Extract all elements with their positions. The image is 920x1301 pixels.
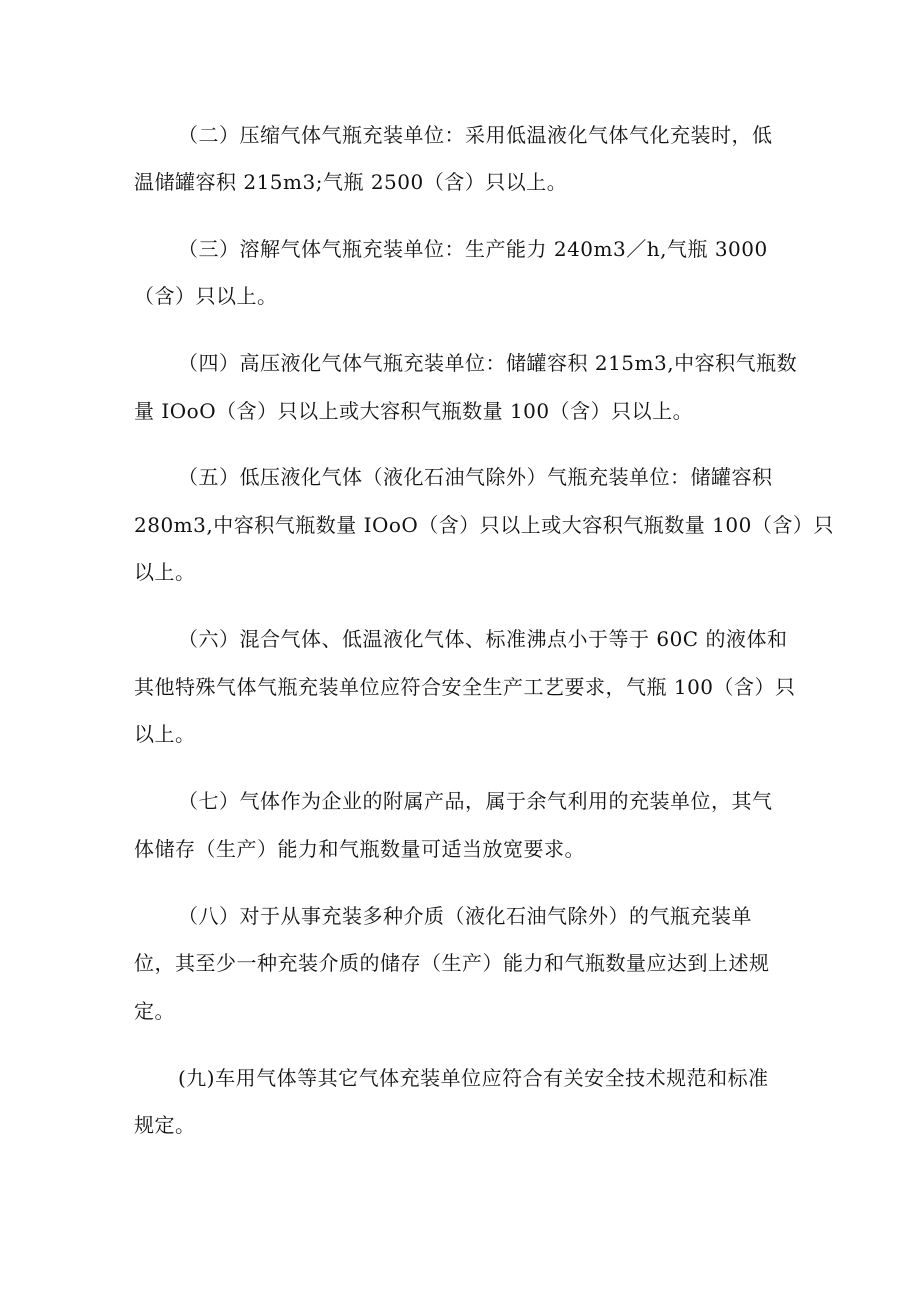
paragraph-7-line-1: （七）气体作为企业的附属产品，属于余气利用的充装单位，其气: [178, 789, 773, 813]
paragraph-2-line-2: 温储罐容积 215m3;气瓶 2500（含）只以上。: [134, 170, 568, 194]
paragraph-5-line-2: 280m3,中容积气瓶数量 IOoO（含）只以上或大容积气瓶数量 100（含）只: [134, 513, 834, 537]
paragraph-6-line-2: 其他特殊气体气瓶充装单位应符合安全生产工艺要求，气瓶 100（含）只: [134, 675, 796, 699]
paragraph-4-line-1: （四）高压液化气体气瓶充装单位：储罐容积 215m3,中容积气瓶数: [178, 351, 798, 375]
paragraph-2-line-1: （二）压缩气体气瓶充装单位：采用低温液化气体气化充装时，低: [178, 123, 773, 147]
paragraph-3-line-2: （含）只以上。: [134, 284, 278, 308]
paragraph-5-line-1: （五）低压液化气体（液化石油气除外）气瓶充装单位：储罐容积: [178, 465, 773, 489]
paragraph-9-line-1: (九)车用气体等其它气体充装单位应符合有关安全技术规范和标准: [178, 1066, 769, 1090]
paragraph-5-line-3: 以上。: [134, 560, 196, 584]
paragraph-8-line-1: （八）对于从事充装多种介质（液化石油气除外）的气瓶充装单: [178, 904, 752, 928]
paragraph-7-line-2: 体储存（生产）能力和气瓶数量可适当放宽要求。: [134, 837, 585, 861]
paragraph-6-line-3: 以上。: [134, 722, 196, 746]
paragraph-9-line-2: 规定。: [134, 1113, 196, 1137]
paragraph-3-line-1: （三）溶解气体气瓶充装单位：生产能力 240m3／h,气瓶 3000: [178, 237, 768, 261]
paragraph-8-line-2: 位，其至少一种充装介质的储存（生产）能力和气瓶数量应达到上述规: [134, 951, 770, 975]
paragraph-6-line-1: （六）混合气体、低温液化气体、标准沸点小于等于 60C 的液体和: [178, 627, 788, 651]
paragraph-4-line-2: 量 IOoO（含）只以上或大容积气瓶数量 100（含）只以上。: [134, 399, 694, 423]
paragraph-8-line-3: 定。: [134, 999, 175, 1023]
